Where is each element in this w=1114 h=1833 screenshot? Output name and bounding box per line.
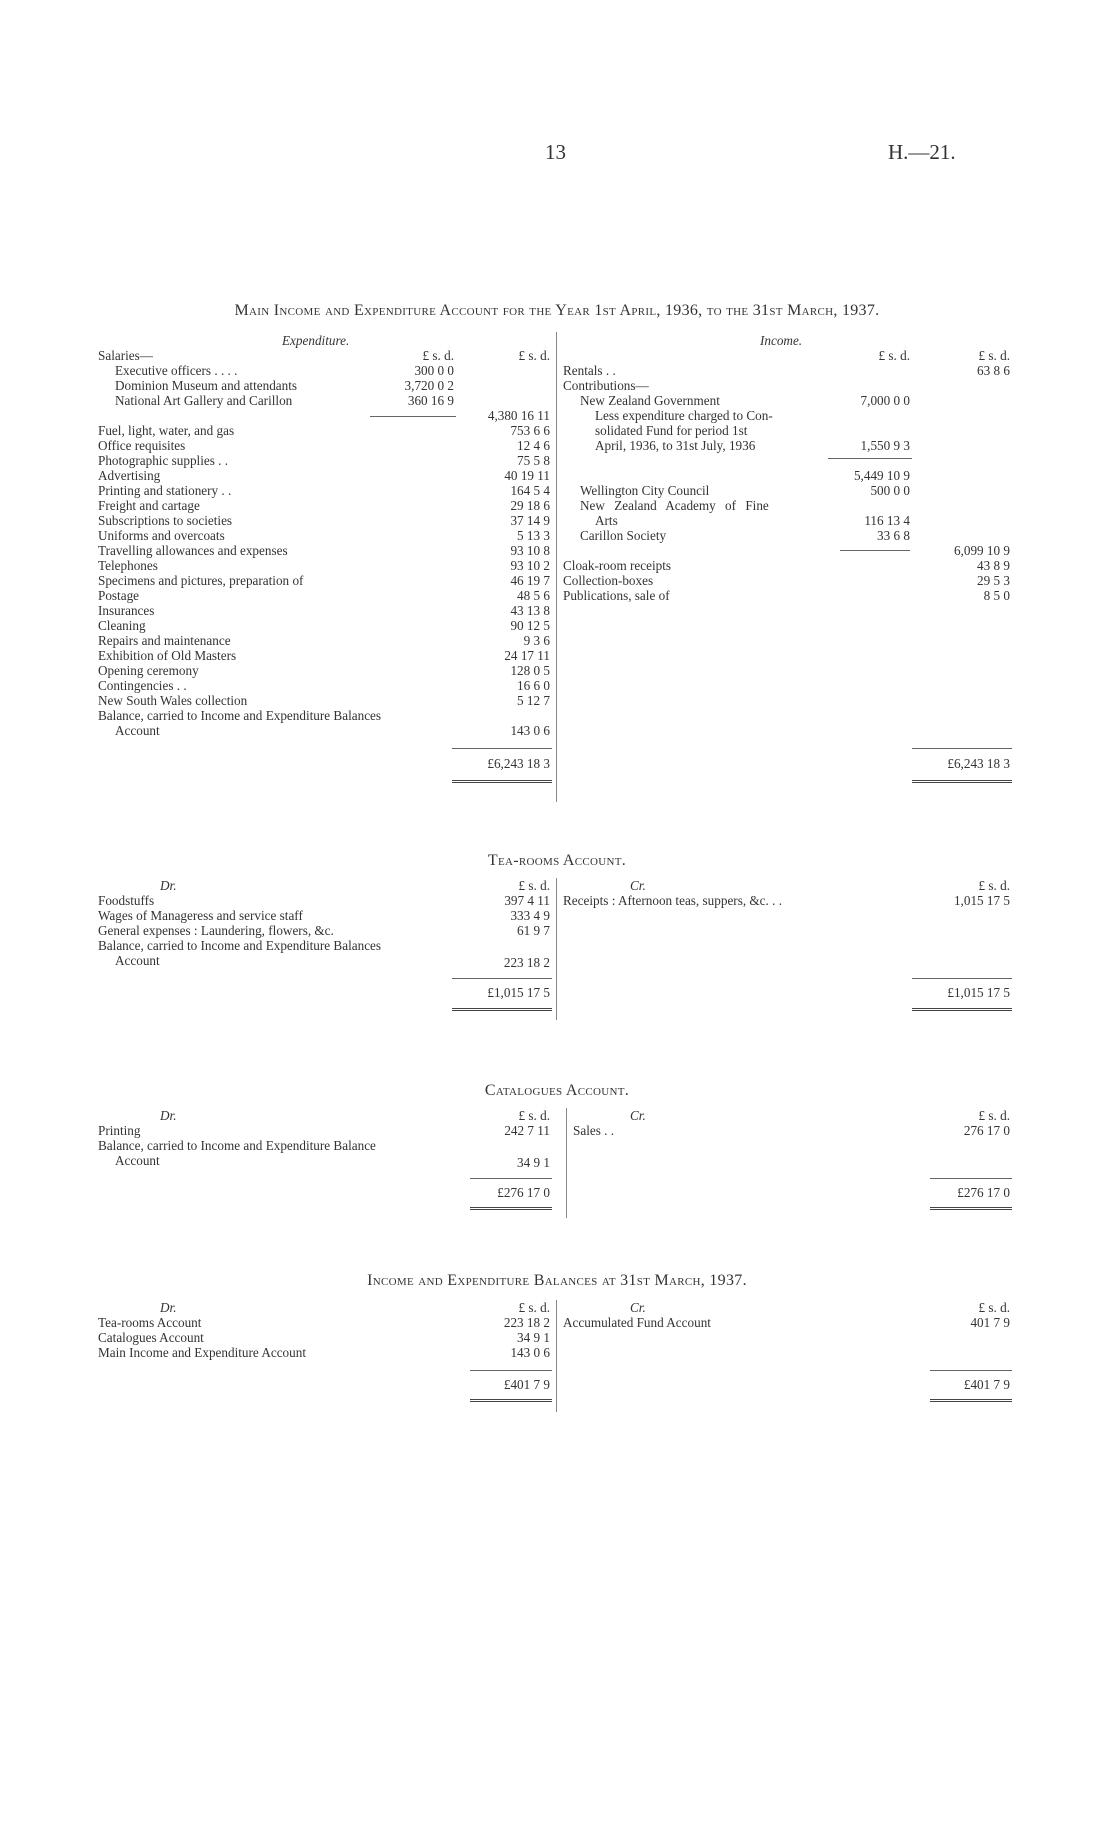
tea-rooms-title: Tea-rooms Account. — [487, 852, 627, 869]
exp-label: Freight and cartage — [98, 498, 200, 513]
exp-label: Insurances — [98, 603, 155, 618]
exp-amount: 12 4 6 — [517, 438, 550, 453]
tea-dr-amount: 333 4 9 — [510, 908, 550, 923]
exp-label: Opening ceremony — [98, 663, 199, 678]
tea-cr-total: £1,015 17 5 — [947, 985, 1010, 1000]
exp-label: Fuel, light, water, and gas — [98, 423, 235, 438]
carillon-amount: 33 6 8 — [877, 528, 910, 543]
exp-label: Printing and stationery . . — [98, 483, 232, 498]
bal-dr-amount: 34 9 1 — [517, 1330, 550, 1345]
bal-dr-col-header: £ s. d. — [518, 1300, 550, 1315]
catalogues-title: Catalogues Account. — [484, 1082, 630, 1099]
cat-divider — [566, 1108, 567, 1218]
exp-label: Travelling allowances and expenses — [98, 543, 288, 558]
salary-label: Dominion Museum and attendants — [115, 378, 298, 393]
exp-label: Repairs and maintenance — [98, 633, 231, 648]
cat-balance-amount: 34 9 1 — [517, 1155, 550, 1170]
bal-cr-col-header: £ s. d. — [978, 1300, 1010, 1315]
tea-dr-heading: Dr. — [160, 878, 177, 893]
bal-dr-amount: 223 18 2 — [503, 1315, 550, 1330]
bal-cr-total-rule — [930, 1370, 1012, 1371]
less-amount: 1,550 9 3 — [860, 438, 910, 453]
salaries-total: 4,380 16 11 — [487, 408, 550, 423]
exp-tot-col-header: £ s. d. — [518, 348, 550, 363]
nzafa-label-cont: Arts — [595, 513, 618, 528]
exp-total-double-rule — [452, 780, 552, 783]
balance-amount: 143 0 6 — [510, 723, 550, 738]
tea-dr-col-header: £ s. d. — [518, 878, 550, 893]
nzg-net-rule — [828, 458, 912, 459]
exp-amount: 128 0 5 — [510, 663, 550, 678]
cat-dr-total: £276 17 0 — [497, 1185, 550, 1200]
tea-cr-col-header: £ s. d. — [978, 878, 1010, 893]
exp-label: Postage — [98, 588, 140, 603]
salary-amount: 3,720 0 2 — [404, 378, 454, 393]
cat-cr-heading: Cr. — [630, 1108, 646, 1123]
tea-dr-label: Foodstuffs — [98, 893, 155, 908]
exp-amount: 75 5 8 — [517, 453, 550, 468]
expenditure-total: £6,243 18 3 — [487, 756, 550, 771]
exp-label: Office requisites — [98, 438, 186, 453]
cloak-label: Cloak-room receipts — [563, 558, 672, 573]
exp-label: Cleaning — [98, 618, 146, 633]
pubs-amount: 8 5 0 — [983, 588, 1010, 603]
less-label-cont: April, 1936, to 31st July, 1936 — [595, 438, 756, 453]
exp-amount: 43 13 8 — [510, 603, 550, 618]
tea-cr-double-rule — [912, 1008, 1012, 1011]
exp-label: Specimens and pictures, preparation of — [98, 573, 304, 588]
salary-amount: 300 0 0 — [414, 363, 454, 378]
nzg-net-amount: 5,449 10 9 — [853, 468, 910, 483]
bal-divider — [556, 1300, 557, 1412]
bal-dr-label: Main Income and Expenditure Account — [98, 1345, 307, 1360]
pubs-label: Publications, sale of — [563, 588, 670, 603]
exp-label: Subscriptions to societies — [98, 513, 233, 528]
income-heading: Income. — [760, 333, 803, 348]
document-reference: H.—21. — [888, 140, 956, 164]
tea-cr-label: Receipts : Afternoon teas, suppers, &c. . . — [563, 893, 783, 908]
nzafa-amount: 116 13 4 — [864, 513, 910, 528]
cat-sales-amount: 276 17 0 — [963, 1123, 1010, 1138]
nzafa-label: New Zealand Academy of Fine — [580, 498, 769, 513]
exp-label: Uniforms and overcoats — [98, 528, 225, 543]
tea-cr-total-rule — [912, 978, 1012, 979]
wcc-label: Wellington City Council — [580, 483, 710, 498]
cloak-amount: 43 8 9 — [977, 558, 1010, 573]
cat-dr-total-rule — [470, 1178, 552, 1179]
rentals-label: Rentals . . — [563, 363, 616, 378]
cat-dr-heading: Dr. — [160, 1108, 177, 1123]
bal-cr-double-rule — [930, 1399, 1012, 1402]
exp-amount: 753 6 6 — [510, 423, 550, 438]
inc-total-double-rule — [912, 780, 1012, 783]
salary-amount: 360 16 9 — [407, 393, 454, 408]
exp-amount: 90 12 5 — [510, 618, 550, 633]
bal-dr-label: Catalogues Account — [98, 1330, 204, 1345]
cat-cr-col-header: £ s. d. — [978, 1108, 1010, 1123]
cat-cr-double-rule — [930, 1207, 1012, 1210]
cat-sales-label: Sales . . — [573, 1123, 615, 1138]
tea-balance-label-cont: Account — [115, 953, 160, 968]
tea-dr-total-rule — [452, 978, 552, 979]
expenditure-heading: Expenditure. — [282, 333, 350, 348]
nzg-label: New Zealand Government — [580, 393, 720, 408]
tea-dr-label: General expenses : Laundering, flowers, &c. — [98, 923, 334, 938]
less-label: Less expenditure charged to Con- — [595, 408, 773, 423]
salaries-label: Salaries— — [98, 348, 153, 363]
exp-amount: 40 19 11 — [504, 468, 550, 483]
tea-balance-amount: 223 18 2 — [503, 955, 550, 970]
cat-balance-label-cont: Account — [115, 1153, 160, 1168]
exp-label: Telephones — [98, 558, 158, 573]
tea-divider — [556, 878, 557, 1020]
exp-amount: 9 3 6 — [523, 633, 550, 648]
exp-amount: 93 10 8 — [510, 543, 550, 558]
cat-cr-total-rule — [930, 1178, 1012, 1179]
inc-sub-col-header: £ s. d. — [878, 348, 910, 363]
bal-cr-label: Accumulated Fund Account — [563, 1315, 711, 1330]
exp-amount: 93 10 2 — [510, 558, 550, 573]
boxes-amount: 29 5 3 — [977, 573, 1010, 588]
contributions-label: Contributions— — [563, 378, 649, 393]
balance-label-cont: Account — [115, 723, 160, 738]
exp-label: Exhibition of Old Masters — [98, 648, 237, 663]
inc-total-rule — [912, 748, 1012, 749]
bal-cr-total: £401 7 9 — [963, 1377, 1010, 1392]
cat-cr-total: £276 17 0 — [957, 1185, 1010, 1200]
exp-amount: 48 5 6 — [517, 588, 550, 603]
exp-label: Contingencies . . — [98, 678, 187, 693]
inc-tot-col-header: £ s. d. — [978, 348, 1010, 363]
cat-printing-amount: 242 7 11 — [504, 1123, 550, 1138]
exp-amount: 164 5 4 — [510, 483, 550, 498]
bal-dr-total: £401 7 9 — [503, 1377, 550, 1392]
cat-printing-label: Printing — [98, 1123, 141, 1138]
contributions-total: 6,099 10 9 — [953, 543, 1010, 558]
exp-amount: 5 13 3 — [517, 528, 550, 543]
bal-cr-heading: Cr. — [630, 1300, 646, 1315]
tea-balance-label: Balance, carried to Income and Expenditure Balances — [98, 938, 382, 953]
bal-dr-heading: Dr. — [160, 1300, 177, 1315]
salary-label: Executive officers . . . . — [115, 363, 238, 378]
salaries-subtotal-rule — [370, 416, 456, 417]
bal-dr-double-rule — [470, 1399, 552, 1402]
exp-total-rule — [452, 748, 552, 749]
exp-amount: 5 12 7 — [517, 693, 550, 708]
nzg-amount: 7,000 0 0 — [860, 393, 910, 408]
bal-dr-label: Tea-rooms Account — [98, 1315, 202, 1330]
balances-title: Income and Expenditure Balances at 31st March, 1937. — [367, 1272, 747, 1289]
exp-amount: 37 14 9 — [510, 513, 550, 528]
exp-label: Photographic supplies . . — [98, 453, 229, 468]
page-number: 13 — [545, 140, 566, 164]
tea-cr-heading: Cr. — [630, 878, 646, 893]
tea-dr-label: Wages of Manageress and service staff — [98, 908, 303, 923]
less-label-cont: solidated Fund for period 1st — [595, 423, 748, 438]
exp-sub-col-header: £ s. d. — [422, 348, 454, 363]
exp-label: Advertising — [98, 468, 161, 483]
tea-dr-total: £1,015 17 5 — [487, 985, 550, 1000]
cat-dr-col-header: £ s. d. — [518, 1108, 550, 1123]
bal-cr-amount: 401 7 9 — [970, 1315, 1010, 1330]
balance-label: Balance, carried to Income and Expenditure Balances — [98, 708, 382, 723]
exp-amount: 16 6 0 — [517, 678, 550, 693]
wcc-amount: 500 0 0 — [870, 483, 910, 498]
income-total: £6,243 18 3 — [947, 756, 1010, 771]
exp-label: New South Wales collection — [98, 693, 248, 708]
boxes-label: Collection-boxes — [563, 573, 654, 588]
cat-dr-double-rule — [470, 1207, 552, 1210]
cat-balance-label: Balance, carried to Income and Expenditure Balance — [98, 1138, 376, 1153]
tea-dr-double-rule — [452, 1008, 552, 1011]
carillon-label: Carillon Society — [580, 528, 667, 543]
bal-dr-total-rule — [470, 1370, 552, 1371]
tea-dr-amount: 61 9 7 — [517, 923, 550, 938]
exp-amount: 46 19 7 — [510, 573, 550, 588]
contrib-rule — [840, 550, 910, 551]
salary-label: National Art Gallery and Carillon — [115, 393, 293, 408]
rentals-amount: 63 8 6 — [977, 363, 1010, 378]
tea-cr-amount: 1,015 17 5 — [953, 893, 1010, 908]
main-divider — [556, 332, 557, 802]
bal-dr-amount: 143 0 6 — [510, 1345, 550, 1360]
exp-amount: 24 17 11 — [504, 648, 550, 663]
exp-amount: 29 18 6 — [510, 498, 550, 513]
main-account-title: Main Income and Expenditure Account for the Year 1st April, 1936, to the 31st March, 1937. — [234, 302, 880, 319]
tea-dr-amount: 397 4 11 — [504, 893, 550, 908]
